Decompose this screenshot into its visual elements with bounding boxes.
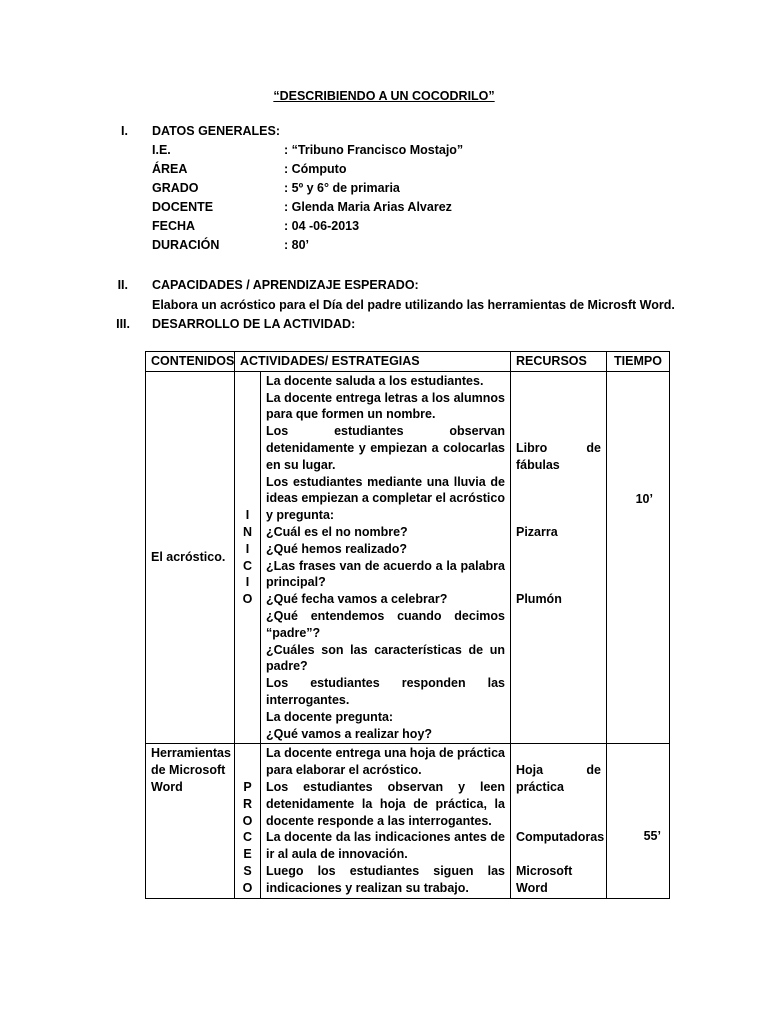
field-value-ie: : “Tribuno Francisco Mostajo” bbox=[284, 143, 464, 157]
activity-line: ¿Qué vamos a realizar hoy? bbox=[266, 726, 433, 741]
phase-letter: O bbox=[242, 880, 253, 895]
phase-letter: I bbox=[245, 541, 250, 556]
section-1-heading: DATOS GENERALES: bbox=[152, 124, 281, 138]
activity-line: La docente da las indicaciones antes de ir al aula de innovación. bbox=[266, 830, 505, 862]
field-label-ie: I.E. bbox=[152, 143, 171, 157]
phase-inicio bbox=[235, 371, 261, 744]
activities-cell bbox=[261, 744, 511, 898]
phase-letter: C bbox=[242, 830, 253, 845]
resource-item: Plumón bbox=[516, 592, 562, 607]
activity-line: La docente entrega una hoja de práctica para elaborar el acróstico. bbox=[266, 746, 505, 778]
activity-line: ¿Qué fecha vamos a celebrar? bbox=[266, 592, 448, 607]
phase-letter: P bbox=[243, 779, 252, 794]
field-label-duracion: DURACIÓN bbox=[152, 238, 220, 252]
field-value-duracion: : 80’ bbox=[284, 238, 310, 252]
phase-letter: S bbox=[243, 863, 252, 878]
resource-item: Computadoras bbox=[516, 830, 605, 845]
section-1-number: I. bbox=[121, 124, 128, 138]
section-3-number: III. bbox=[116, 317, 130, 331]
resource-item: Pizarra bbox=[516, 524, 558, 539]
time-cell: 10’ bbox=[607, 371, 670, 744]
field-label-docente: DOCENTE bbox=[152, 200, 214, 214]
activity-line: ¿Cuál es el no nombre? bbox=[266, 524, 408, 539]
phase-letter: I bbox=[245, 508, 250, 523]
field-label-grado: GRADO bbox=[152, 181, 199, 195]
header-recursos: RECURSOS bbox=[511, 352, 607, 372]
field-label-fecha: FECHA bbox=[152, 219, 196, 233]
activity-line: ¿Qué hemos realizado? bbox=[266, 541, 408, 556]
field-value-docente: : Glenda Maria Arias Alvarez bbox=[284, 200, 452, 214]
activity-line: ¿Qué entendemos cuando decimos “padre”? bbox=[266, 608, 505, 640]
activity-line: Los estudiantes observan y leen detenidamente la hoja de práctica, la docente responde a las interrogantes. bbox=[266, 779, 505, 828]
table-row bbox=[146, 371, 670, 744]
phase-letter: E bbox=[243, 847, 252, 862]
field-value-fecha: : 04 -06-2013 bbox=[284, 219, 360, 233]
resources-cell bbox=[511, 371, 607, 744]
field-value-area: : Cómputo bbox=[284, 162, 347, 176]
section-2-text: Elabora un acróstico para el Día del padre utilizando las herramientas de Microsft Word. bbox=[152, 298, 675, 312]
field-label-area: ÁREA bbox=[152, 162, 188, 176]
section-2-number: II. bbox=[117, 278, 128, 292]
phase-letter: N bbox=[242, 524, 253, 539]
header-contenidos: CONTENIDOS bbox=[146, 352, 235, 372]
activity-line: Los estudiantes mediante una lluvia de ideas empiezan a completar el acróstico y pregunta: bbox=[266, 474, 505, 523]
activities-cell bbox=[261, 371, 511, 744]
phase-letter: R bbox=[242, 796, 253, 811]
phase-letter: I bbox=[245, 575, 250, 590]
activity-line: Los estudiantes responden las interrogantes. bbox=[266, 676, 505, 707]
activity-line: Los estudiantes observan detenidamente y empiezan a colocarlas en su lugar. bbox=[266, 424, 505, 472]
activity-line: ¿Cuáles son las características de un padre? bbox=[266, 642, 505, 674]
content-cell: Herramientas de Microsoft Word bbox=[146, 744, 235, 898]
content-cell: El acróstico. bbox=[146, 371, 235, 744]
activity-line: La docente saluda a los estudiantes. bbox=[266, 373, 484, 388]
resource-item: Hoja de práctica bbox=[516, 763, 601, 794]
table-header-row bbox=[146, 352, 670, 372]
phase-letter: O bbox=[242, 813, 253, 828]
phase-proceso bbox=[235, 744, 261, 898]
activity-line: ¿Las frases van de acuerdo a la palabra principal? bbox=[266, 558, 505, 590]
activity-line: La docente entrega letras a los alumnos para que formen un nombre. bbox=[266, 390, 505, 422]
header-tiempo: TIEMPO bbox=[607, 352, 670, 372]
activity-line: Luego los estudiantes siguen las indicaciones y realizan su trabajo. bbox=[266, 863, 505, 895]
activity-line: La docente pregunta: bbox=[266, 709, 394, 724]
resources-cell bbox=[511, 744, 607, 898]
phase-letter: O bbox=[242, 592, 253, 607]
section-2-heading: CAPACIDADES / APRENDIZAJE ESPERADO: bbox=[152, 278, 419, 292]
phase-letter: C bbox=[242, 558, 253, 573]
field-value-grado: : 5º y 6° de primaria bbox=[284, 181, 400, 195]
resource-item: Microsoft Word bbox=[516, 863, 573, 895]
time-cell: 55’ bbox=[607, 744, 670, 898]
resource-item: Libro de fábulas bbox=[516, 440, 601, 472]
section-3-heading: DESARROLLO DE LA ACTIVIDAD: bbox=[152, 317, 356, 331]
activity-table bbox=[145, 351, 670, 899]
document-title: “DESCRIBIENDO A UN COCODRILO” bbox=[273, 89, 495, 103]
header-actividades: ACTIVIDADES/ ESTRATEGIAS bbox=[235, 352, 511, 372]
table-row bbox=[146, 744, 670, 898]
